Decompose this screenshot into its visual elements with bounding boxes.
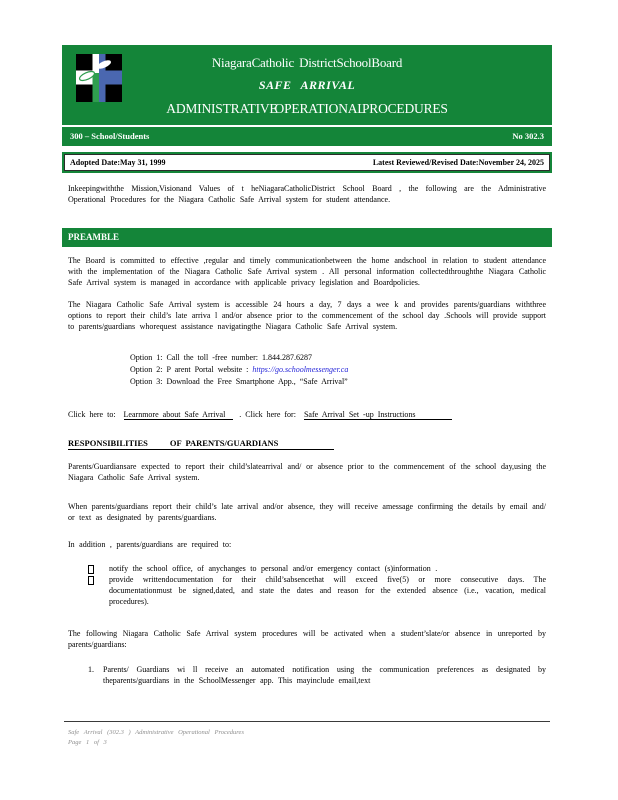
activation-intro-paragraph: The following Niagara Catholic Safe Arrival system procedures will be activated when a student’slate/or absence in unreported by parents/guardians: (68, 629, 546, 649)
responsibilities-paragraph-1: Parents/Guardiansare expected to report their child’slatearrival and/ or absence prior to the commencement of the school day,using the Niagara Catholic Safe Arrival system. (68, 462, 546, 482)
page-footer (68, 728, 546, 747)
learn-more-link[interactable]: Learnmore about Safe Arrival (124, 410, 234, 420)
revised-date: Latest Reviewed/Revised Date:November 24, 2025 (372, 158, 544, 167)
option-line-1: Option 1: Call the toll -free number: 1.844.287.6287 (130, 353, 312, 362)
document-header (62, 45, 552, 146)
niagara-catholic-cross-logo-icon (76, 54, 122, 102)
policy-section-label: 300 – School/Students (70, 131, 150, 141)
preamble-section-header: PREAMBLE (62, 228, 552, 247)
responsibilities-paragraph-2: When parents/guardians report their child’s late arrival and/or absence, they will receive amessage confirming the details by email and/ or text as designated by parents/guardians. (68, 502, 546, 522)
doc-title: SAFE ARRIVAL (258, 78, 356, 92)
footer-doc-title: Safe Arrival (302.3 ) Administrative Operational Procedures (68, 729, 244, 736)
header-title-block (62, 45, 552, 127)
preamble-paragraph-1: The Board is committed to effective ,regular and timely communicationbetween the home andschool in relation to student attendance with the implementation of the Niagara Catholic Safe Arrival system . All personal information collectedthroughthe Niagara Catholic Safe Arrival system is managed in accordance with applicable privacy legislation and Boardpolicies. (68, 256, 546, 287)
bullet-item-text: notify the school office, of anychanges to personal and/or emergency contact (s)information . (109, 564, 438, 573)
policy-section-strip (62, 127, 552, 146)
footer-page-number: Page 1 of 3 (68, 738, 107, 746)
bullet-item-text: provide writtendocumentation for their child’sabsencethat will exceed five(5) or more consecutive days. The documentationmust be signed,dated, and state the dates and reason for the extended absence (i.e., vacation, medical procedures). (109, 575, 546, 606)
bullet-item (88, 574, 546, 607)
policy-number: No 302.3 (512, 131, 544, 141)
report-options-list (130, 352, 546, 388)
click-here-for-label: . Click here for: (239, 410, 296, 419)
bullet-item (88, 563, 546, 574)
numbered-item (88, 664, 546, 686)
document-content (62, 45, 552, 747)
click-here-line (68, 410, 546, 419)
intro-paragraph: Inkeepingwiththe Mission,Visionand Values of t heNiagaraCatholicDistrict School Board , the following are the Administrative Operational Procedures for the Niagara Catholic Safe Arrival system for student attendance. (68, 184, 546, 204)
org-name: NiagaraCatholic DistrictSchoolBoard (211, 55, 403, 70)
item-number: 1. (88, 665, 94, 674)
responsibilities-heading (68, 438, 334, 450)
setup-instructions-link[interactable]: Safe Arrival Set -up Instructions (304, 410, 452, 420)
requirements-bullet-list (68, 563, 546, 607)
parent-portal-link[interactable]: https://go.schoolmessenger.ca (252, 365, 349, 374)
responsibilities-heading-word-2: OF PARENTS/GUARDIANS (169, 438, 279, 448)
dates-bar (62, 152, 552, 173)
square-bullet-icon (88, 565, 94, 574)
option-line-2 (130, 364, 546, 376)
document-body (62, 183, 552, 747)
numbered-item-text: Parents/ Guardians wi ll receive an automated notification using the communication preferences as designated by theparents/guardians in the SchoolMessenger app. This mayinclude email,text (103, 665, 546, 685)
doc-subtitle: ADMINISTRATIVE OPERATIONAL PROCEDURES (166, 101, 448, 116)
preamble-paragraph-2: The Niagara Catholic Safe Arrival system is accessible 24 hours a day, 7 days a wee k and provides parents/guardians withthree options to report their child’s late arriva l and/or absence prior to the commencement of the school day .Schools will provide support to parents/guardians whorequest assistance navigatingthe Niagara Catholic Safe Arrival system. (68, 300, 546, 331)
option-line-2-label: Option 2: P arent Portal website : (130, 365, 249, 374)
option-line-3: Option 3: Download the Free Smartphone App., “Safe Arrival” (130, 377, 348, 386)
footer-divider (64, 721, 550, 722)
adopted-date: Adopted Date:May 31, 1999 (70, 158, 166, 167)
square-bullet-icon (88, 576, 94, 585)
responsibilities-paragraph-3: In addition , parents/guardians are required to: (68, 540, 232, 549)
responsibilities-heading-word-1: RESPONSIBILITIES (68, 438, 148, 448)
click-here-to-label: Click here to: (68, 410, 116, 419)
